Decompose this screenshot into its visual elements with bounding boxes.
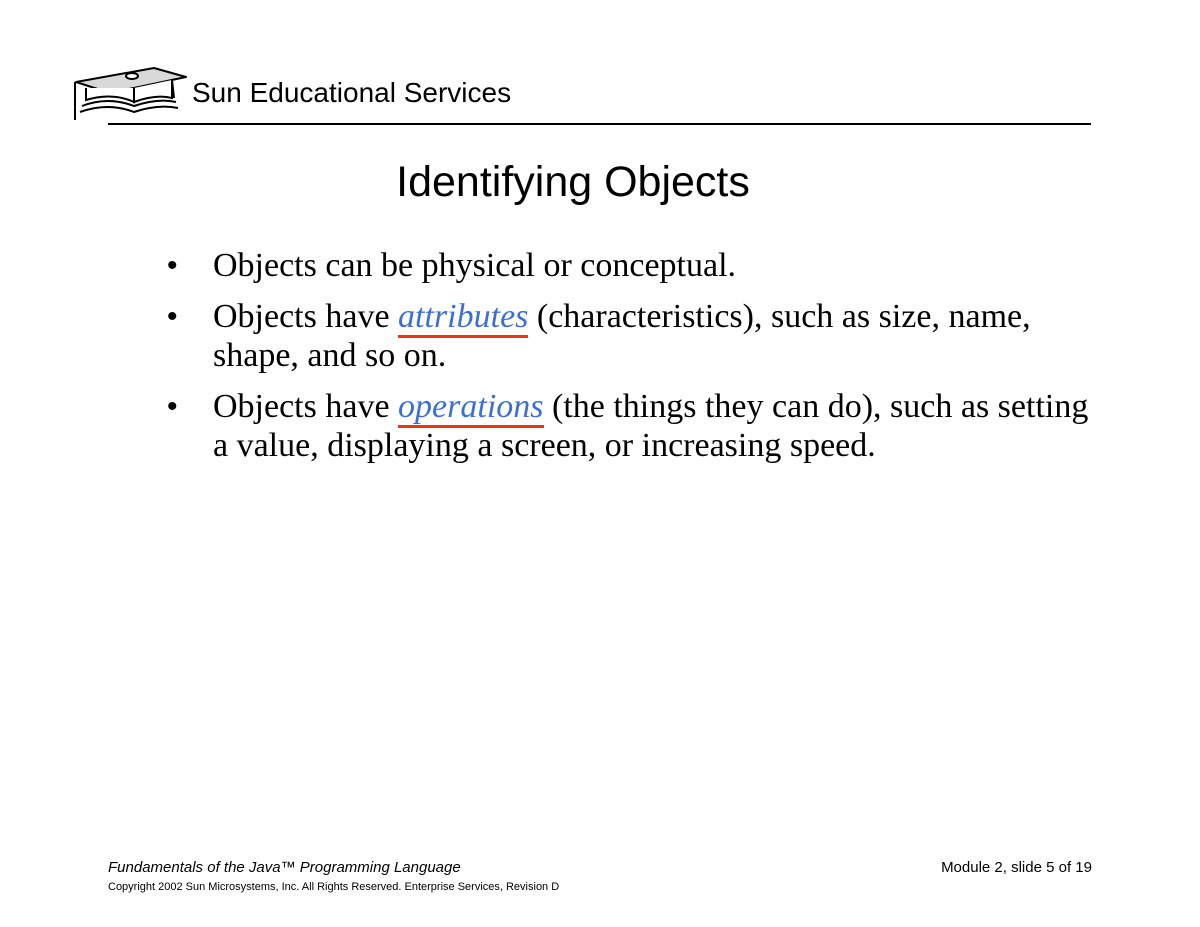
- bullet-marker: •: [167, 300, 178, 333]
- slide-title: Identifying Objects: [396, 158, 750, 206]
- term-attributes-link[interactable]: attributes: [398, 298, 528, 338]
- bullet-item: [165, 297, 1095, 375]
- term-operations-link[interactable]: operations: [398, 388, 543, 428]
- bullet-marker: •: [167, 249, 178, 282]
- slide-position: Module 2, slide 5 of 19: [941, 859, 1092, 876]
- graduation-cap-icon: [72, 66, 188, 124]
- brand-name: Sun Educational Services: [192, 77, 512, 108]
- bullet-marker: •: [167, 390, 178, 423]
- bullet-text-lead: Objects have: [213, 298, 399, 335]
- bullet-text: Objects can be physical or conceptual.: [213, 247, 737, 284]
- bullet-list: [165, 246, 1095, 477]
- bullet-text-lead: Objects have: [213, 388, 399, 425]
- bullet-text-rest: (characteristics), such as size, name, shape, and so on.: [213, 298, 1031, 374]
- footer-course-title: Fundamentals of the Java™ Programming Language: [108, 859, 461, 876]
- footer-copyright: Copyright 2002 Sun Microsystems, Inc. All Rights Reserved. Enterprise Services, Revision D: [108, 881, 560, 893]
- bullet-item: [165, 246, 1095, 285]
- bullet-item: [165, 387, 1095, 465]
- bullet-text-rest: (the things they can do), such as setting a value, displaying a screen, or increasing speed.: [213, 388, 1089, 464]
- header-divider: [108, 123, 1091, 125]
